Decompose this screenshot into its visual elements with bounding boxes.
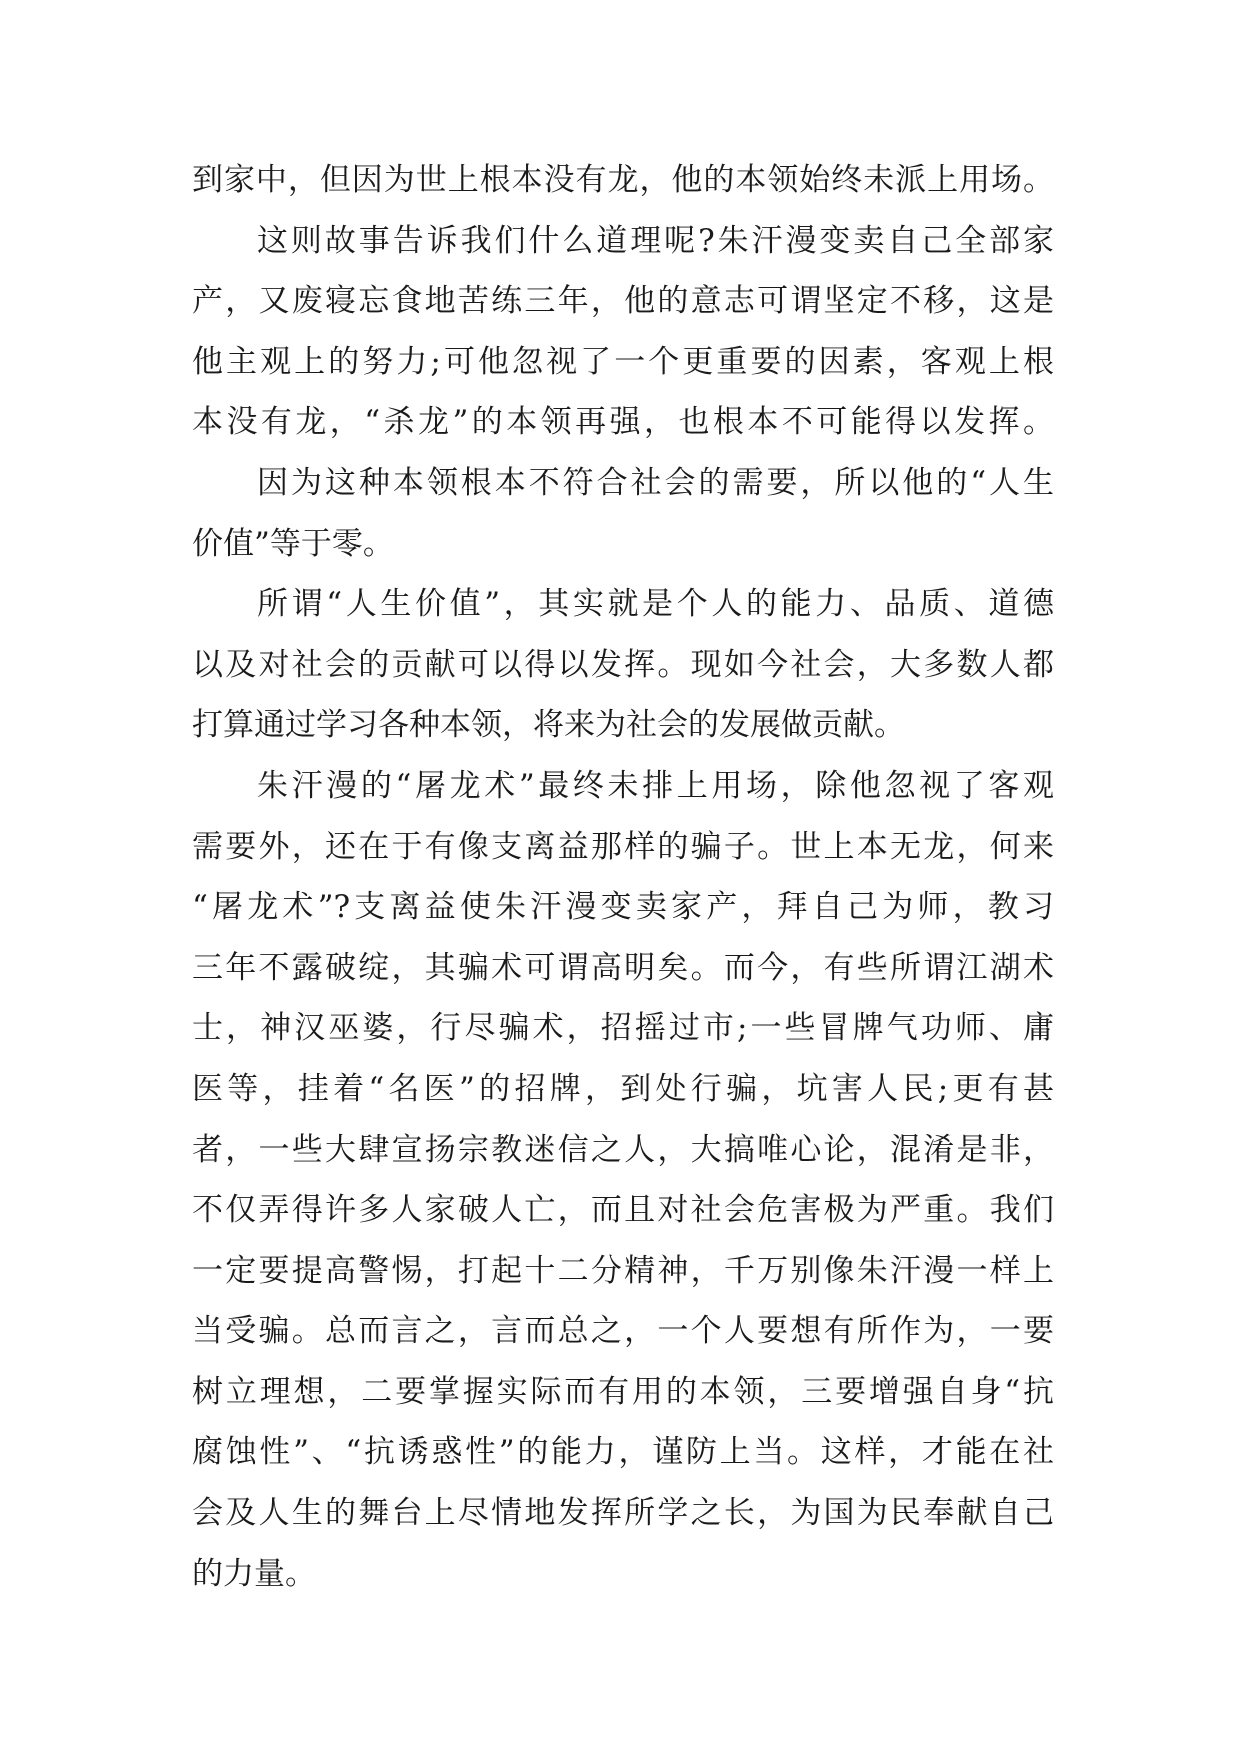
paragraph-first-line: 这则故事告诉我们什么道理呢?朱汗漫变卖自己全部家 <box>257 222 1054 259</box>
text-line: 本没有龙，“杀龙”的本领再强，也根本不可能得以发挥。 <box>192 404 1054 441</box>
text-line: 一定要提高警惕，打起十二分精神，千万别像朱汗漫一样上 <box>192 1252 1054 1289</box>
text-line: 三年不露破绽，其骗术可谓高明矣。而今，有些所谓江湖术 <box>192 949 1054 986</box>
text-line: 以及对社会的贡献可以得以发挥。现如今社会，大多数人都 <box>192 646 1054 683</box>
text-line: “屠龙术”?支离益使朱汗漫变卖家产，拜自己为师，教习 <box>192 889 1054 926</box>
text-line: 不仅弄得许多人家破人亡，而且对社会危害极为严重。我们 <box>192 1192 1054 1229</box>
text-line: 价值”等于零。 <box>192 525 394 562</box>
text-line: 腐蚀性”、“抗诱惑性”的能力，谨防上当。这样，才能在社 <box>192 1434 1054 1471</box>
text-line: 士，神汉巫婆，行尽骗术，招摇过市;一些冒牌气功师、庸 <box>192 1010 1054 1047</box>
text-line: 者，一些大肆宣扬宗教迷信之人，大搞唯心论，混淆是非， <box>192 1131 1054 1168</box>
text-line: 需要外，还在于有像支离益那样的骗子。世上本无龙，何来 <box>192 828 1054 865</box>
paragraph-first-line: 所谓“人生价值”，其实就是个人的能力、品质、道德 <box>257 586 1054 623</box>
paragraph-first-line: 因为这种本领根本不符合社会的需要，所以他的“人生 <box>257 464 1054 501</box>
body-text <box>192 150 1054 1604</box>
text-line: 他主观上的努力;可他忽视了一个更重要的因素，客观上根 <box>192 343 1054 380</box>
text-line: 打算通过学习各种本领，将来为社会的发展做贡献。 <box>192 707 905 744</box>
text-line: 产，又废寝忘食地苦练三年，他的意志可谓坚定不移，这是 <box>192 283 1054 320</box>
text-line: 到家中，但因为世上根本没有龙，他的本领始终未派上用场。 <box>192 162 1054 198</box>
text-line: 医等，挂着“名医”的招牌，到处行骗，坑害人民;更有甚 <box>192 1070 1054 1107</box>
text-line: 树立理想，二要掌握实际而有用的本领，三要增强自身“抗 <box>192 1373 1054 1410</box>
text-line: 当受骗。总而言之，言而总之，一个人要想有所作为，一要 <box>192 1313 1054 1350</box>
text-line: 的力量。 <box>192 1555 316 1592</box>
text-line: 会及人生的舞台上尽情地发挥所学之长，为国为民奉献自己 <box>192 1495 1054 1532</box>
paragraph-first-line: 朱汗漫的“屠龙术”最终未排上用场，除他忽视了客观 <box>257 767 1054 804</box>
